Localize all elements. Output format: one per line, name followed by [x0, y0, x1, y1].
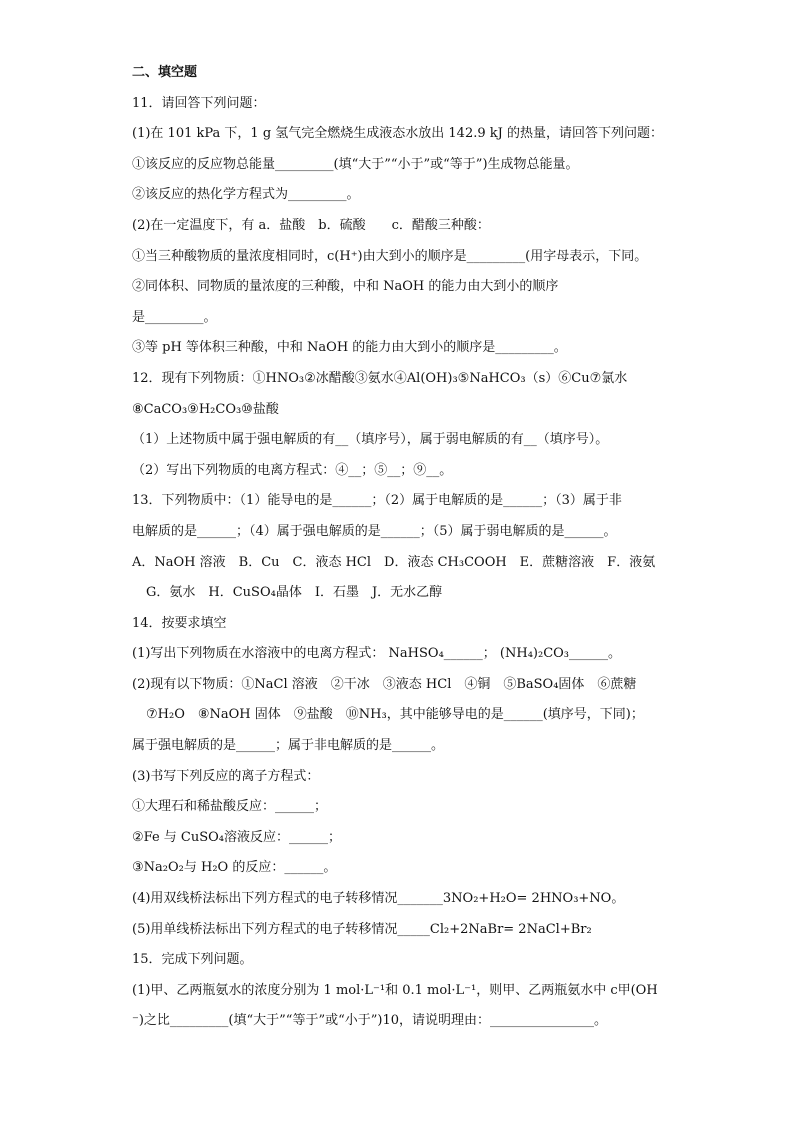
- q15-part1-cont: ⁻)之比_________(填“大于”“等于”或“小于”)10，请说明理由：________________。: [132, 1013, 607, 1029]
- q11-part2-item2: ②同体积、同物质的量浓度的三种酸，中和 NaOH 的能力由大到小的顺序: [132, 279, 559, 295]
- q11-part1: (1)在 101 kPa 下，1 g 氢气完全燃烧生成液态水放出 142.9 kJ 的热量，请回答下列问题：: [132, 126, 663, 142]
- q14-part2-cont2: 属于强电解质的是______；属于非电解质的是______。: [132, 738, 445, 754]
- q15-part1: (1)甲、乙两瓶氨水的浓度分别为 1 mol·L⁻¹和 0.1 mol·L⁻¹，则甲、乙两瓶氨水中 c甲(OH: [132, 982, 658, 998]
- q13-options-row2: G．氨水 H．CuSO₄晶体 I．石墨 J．无水乙醇: [146, 585, 443, 601]
- q11-title: 11．请回答下列问题：: [132, 95, 266, 111]
- q11-part2-item3: ③等 pH 等体积三种酸，中和 NaOH 的能力由大到小的顺序是_________。: [132, 340, 567, 356]
- q11-part2: (2)在一定温度下，有 a．盐酸 b．硫酸 c．醋酸三种酸：: [132, 217, 490, 233]
- q11-part2-item1: ①当三种酸物质的量浓度相同时，c(H⁺)由大到小的顺序是_________(用字母表示，下同。: [132, 248, 648, 264]
- q12-title: 12．现有下列物质：①HNO₃②冰醋酸③氨水④Al(OH)₃⑤NaHCO₃（s）⑥Cu⑦氯水: [132, 370, 628, 386]
- q13-title: 13．下列物质中：（1）能导电的是______；（2）属于电解质的是______；（3）属于非: [132, 493, 622, 509]
- q14-part3-item2: ②Fe 与 CuSO₄溶液反应：______；: [132, 829, 342, 845]
- q14-part2: (2)现有以下物质：①NaCl 溶液 ②干冰 ③液态 HCl ④铜 ⑤BaSO₄固体 ⑥蔗糖: [132, 676, 637, 692]
- q13-title-cont: 电解质的是______；（4）属于强电解质的是______；（5）属于弱电解质的是______。: [132, 523, 617, 539]
- section-title: 二、填空题: [132, 65, 198, 80]
- q14-part5: (5)用单线桥法标出下列方程式的电子转移情况_____Cl₂+2NaBr= 2NaCl+Br₂: [132, 921, 592, 937]
- q15-title: 15．完成下列问题。: [132, 952, 253, 968]
- q11-part1-item2: ②该反应的热化学方程式为_________。: [132, 187, 360, 203]
- q14-part1: (1)写出下列物质在水溶液中的电离方程式： NaHSO₄______； (NH₄)₂CO₃______。: [132, 646, 622, 662]
- q14-title: 14．按要求填空: [132, 615, 227, 631]
- q14-part3-item3: ③Na₂O₂与 H₂O 的反应：______。: [132, 860, 337, 876]
- q13-options-row1: A．NaOH 溶液 B．Cu C．液态 HCl D．液态 CH₃COOH E．蔗糖溶液 F．液氨: [132, 554, 656, 570]
- q14-part2-cont: ⑦H₂O ⑧NaOH 固体 ⑨盐酸 ⑩NH₃，其中能够导电的是______(填序号，下同)；: [146, 707, 644, 723]
- q14-part3: (3)书写下列反应的离子方程式：: [132, 768, 320, 784]
- q12-part1: （1）上述物质中属于强电解质的有__（填序号），属于弱电解质的有__（填序号）。: [132, 432, 609, 448]
- q14-part4: (4)用双线桥法标出下列方程式的电子转移情况_______3NO₂+H₂O= 2HNO₃+NO。: [132, 891, 625, 907]
- q12-part2: （2）写出下列物质的电离方程式：④__；⑤__；⑨__。: [132, 462, 453, 478]
- q11-part2-item2-cont: 是_________。: [132, 309, 217, 325]
- q11-part1-item1: ①该反应的反应物总能量_________(填“大于”“小于”或“等于”)生成物总能量。: [132, 156, 579, 172]
- q14-part3-item1: ①大理石和稀盐酸反应：______；: [132, 799, 328, 815]
- q12-title-cont: ⑧CaCO₃⑨H₂CO₃⑩盐酸: [132, 401, 279, 417]
- document-content: [132, 58, 672, 1037]
